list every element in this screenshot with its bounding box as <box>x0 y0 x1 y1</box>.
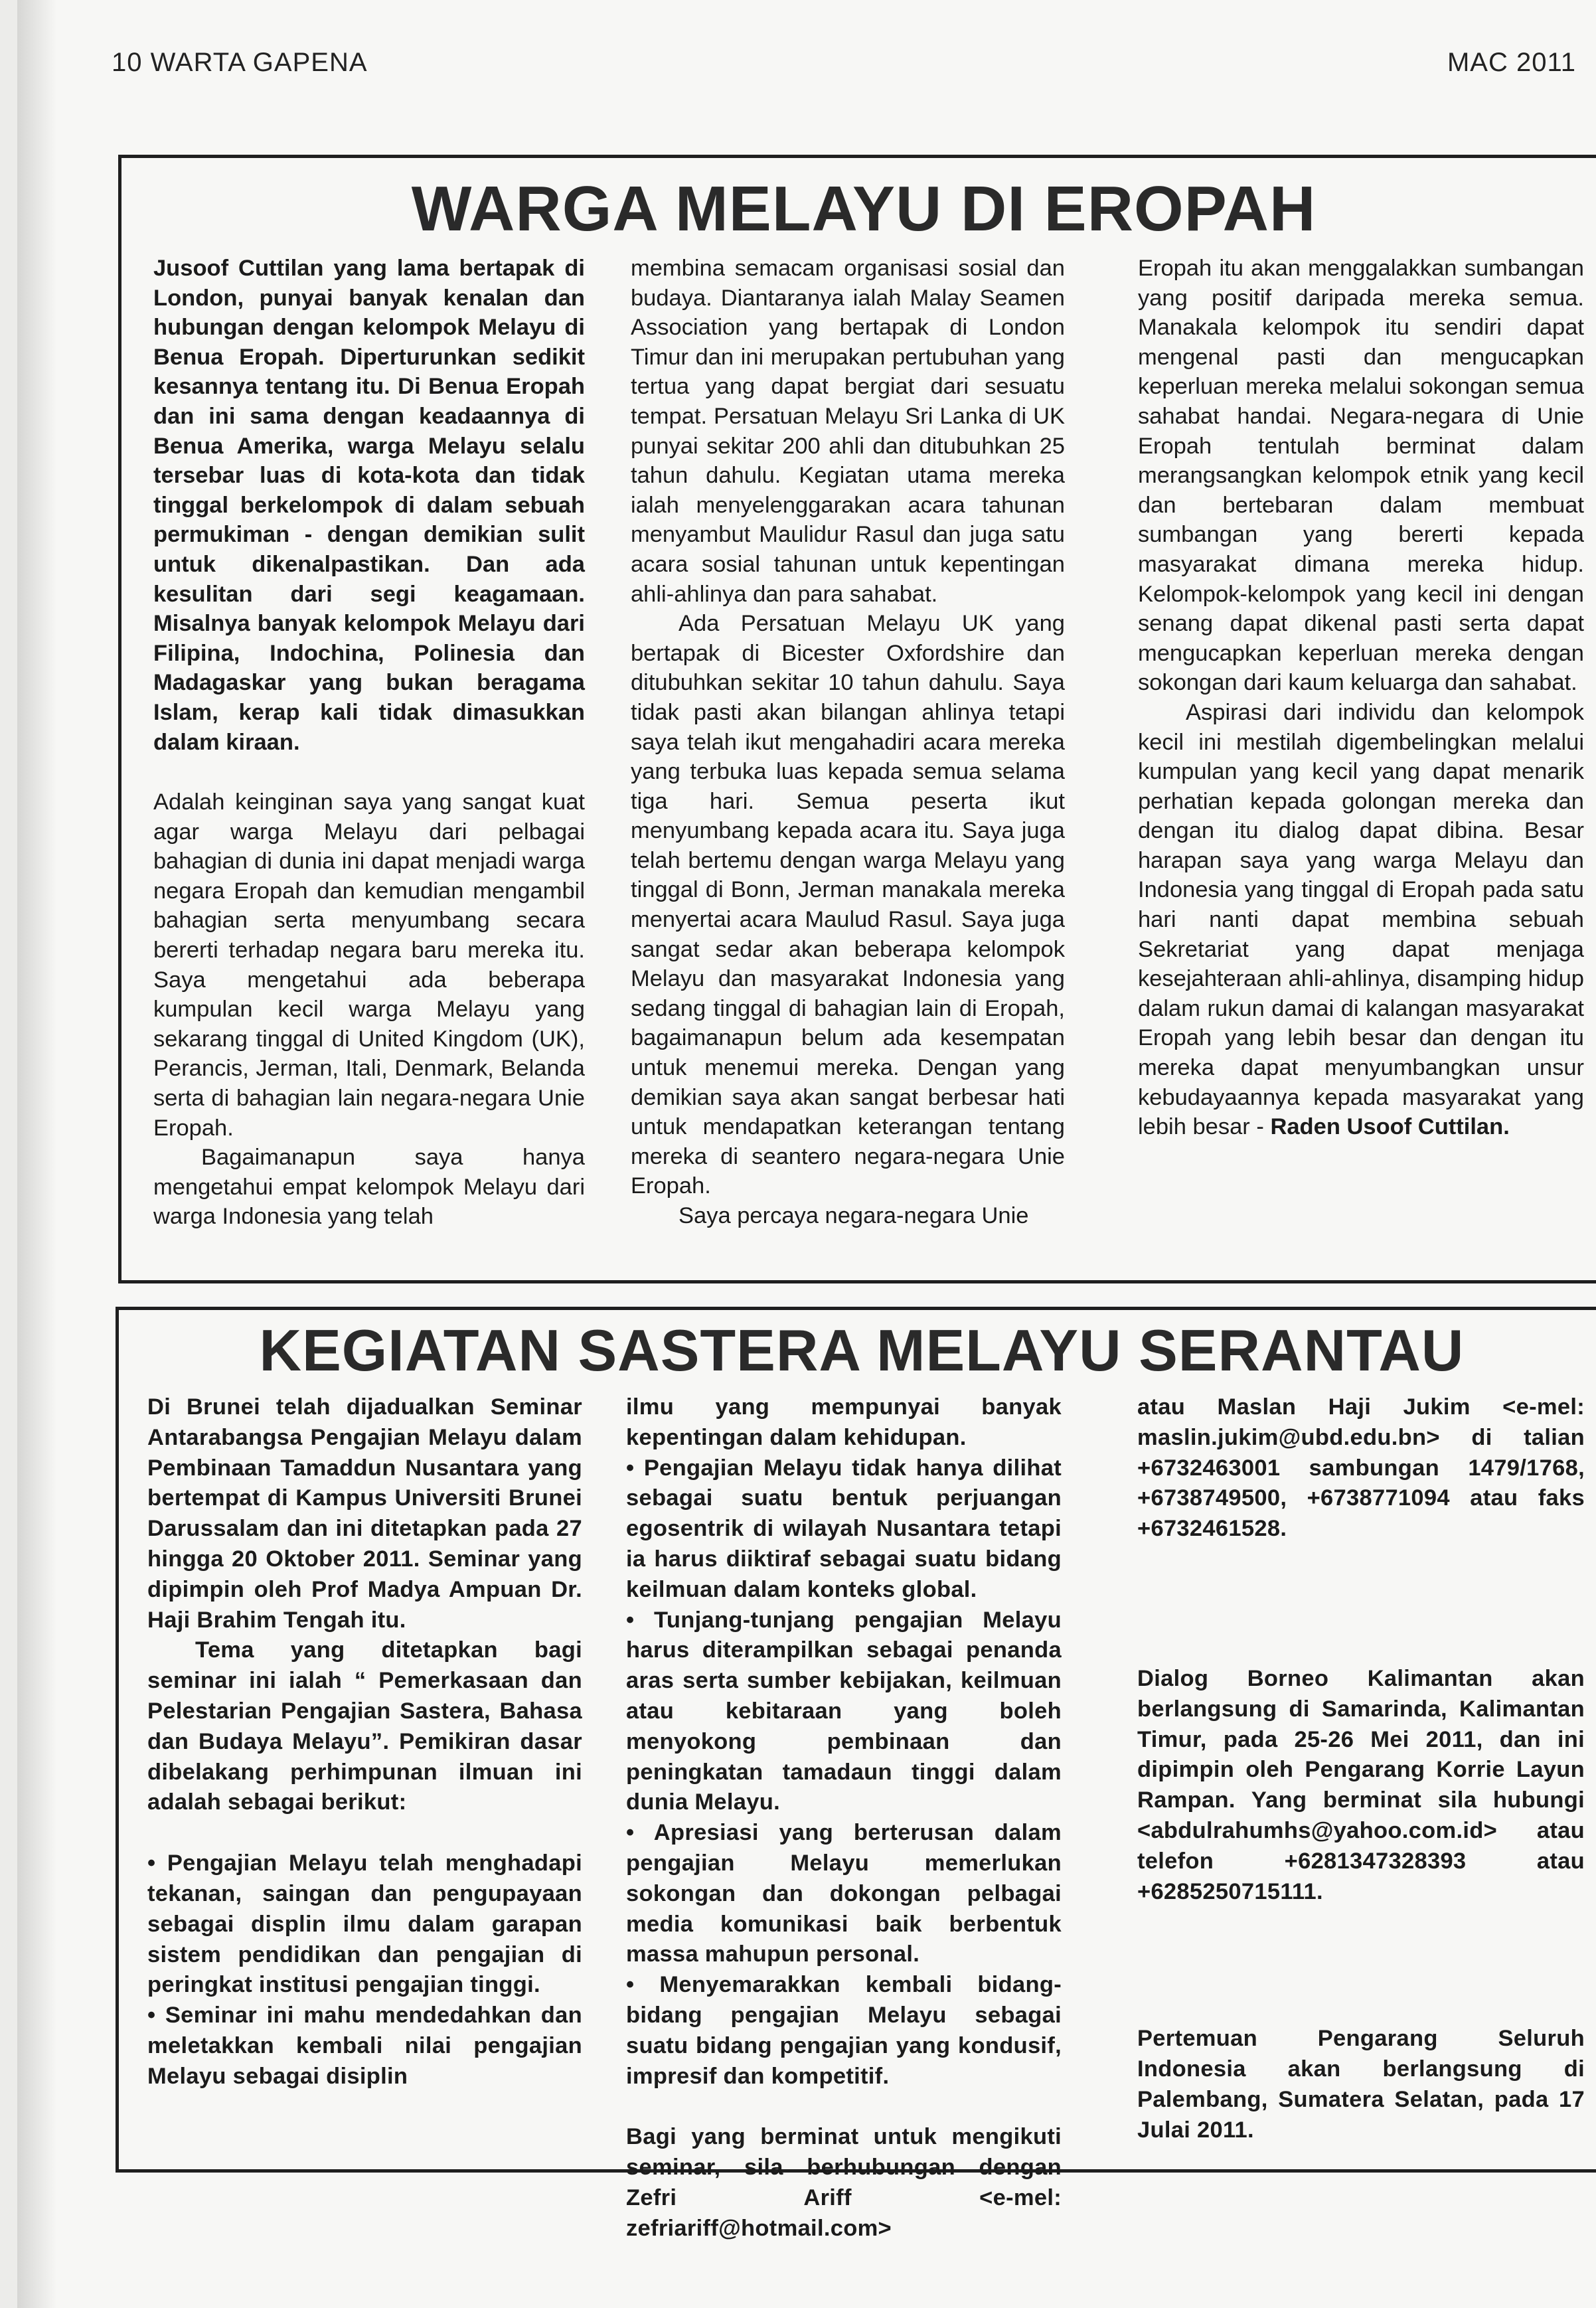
body-paragraph: Saya percaya negara-negara Unie <box>678 1203 1029 1228</box>
article-warga-melayu <box>118 155 1596 1283</box>
contact-paragraph: Bagi yang berminat untuk mengikuti seminar, sila berhubungan dengan Zefri Ariff <e-mel: zefriariff@hotmail.com> <box>626 2124 1062 2241</box>
issue-date: MAC 2011 <box>1447 48 1576 77</box>
article-column-2 <box>626 1392 1062 2244</box>
article-headline: KEGIATAN SASTERA MELAYU SERANTAU <box>259 1317 1465 1383</box>
event-notice: Pertemuan Pengarang Seluruh Indonesia akan berlangsung di Palembang, Sumatera Selatan, pada 17 Julai 2011. <box>1137 2026 1585 2143</box>
lead-paragraph: Jusoof Cuttilan yang lama bertapak di London, punyai banyak kenalan dan hubungan dengan kelompok Melayu di Benua Eropah. Diperturunkan sedikit kesannya tentang itu. Di Benua Eropah dan ini sama dengan keadaannya di Benua Amerika, warga Melayu selalu tersebar luas di kota-kota dan tidak tinggal berkelompok di dalam sebuah permukiman - dengan demikian sulit untuk dikenalpastikan. Dan ada kesulitan dari segi keagamaan. Misalnya banyak kelompok Melayu dari Filipina, Indochina, Polinesia dan Madagaskar yang bukan beragama Islam, kerap kali tidak dimasukkan dalam kiraan. <box>153 256 585 755</box>
body-paragraph: Adalah keinginan saya yang sangat kuat agar warga Melayu dari pelbagai bahagian di dunia ini dapat menjadi warga negara Eropah dan kemudian mengambil bahagian serta menyumbang secara bererti terhadap negara baru mereka itu. Saya mengetahui ada beberapa kumpulan kecil warga Melayu yang sekarang tinggal di United Kingdom (UK), Perancis, Jerman, Itali, Denmark, Belanda serta di bahagian lain negara-negara Unie Eropah. <box>153 789 585 1141</box>
body-paragraph: Bagaimanapun saya hanya mengetahui empat kelompok Melayu dari warga Indonesia yang telah <box>153 1145 585 1230</box>
article-kegiatan-sastera <box>116 1307 1596 2241</box>
event-notice: Dialog Borneo Kalimantan akan berlangsung di Samarinda, Kalimantan Timur, pada 25-26 Mei 2011, dan ini dipimpin oleh Pengarang Korrie Layun Rampan. Yang berminat sila hubungi <abdulrahumhs@yahoo.com.id> atau telefon +6281347328393 atau +6285250715111. <box>1137 1665 1585 1904</box>
contact-paragraph: atau Maslan Haji Jukim <e-mel: maslin.jukim@ubd.edu.bn> di talian +6732463001 sambungan 1479/1768, +6738749500, +6738771094 atau faks +6732461528. <box>1137 1394 1585 1542</box>
body-paragraph: membina semacam organisasi sosial dan budaya. Diantaranya ialah Malay Seamen Association yang bertapak di London Timur dan ini merupakan pertubuhan yang tertua yang dapat bergiat dari sesuatu tempat. Persatuan Melayu Sri Lanka di UK punyai sekitar 200 ahli dan ditubuhkan 25 tahun dahulu. Kegiatan utama mereka ialah menyelenggarakan acara tahunan menyambut Maulidur Rasul dan juga satu acara sosial tahunan untuk kepentingan ahli-ahlinya dan para sahabat. <box>631 256 1065 607</box>
bullet-item: • Pengajian Melayu telah menghadapi tekanan, saingan dan pengupayaan sebagai displin ilmu dalam garapan sistem pendidikan dan pengajian di peringkat institusi pengajian tinggi. <box>147 1851 582 1998</box>
article-column-3 <box>1138 254 1584 1142</box>
bullet-item: • Seminar ini mahu mendedahkan dan meletakkan kembali nilai pengajian Melayu sebagai disiplin <box>147 2003 582 2089</box>
bullet-item: • Menyemarakkan kembali bidang-bidang pengajian Melayu sebagai suatu bidang pengajian yang kondusif, impresif dan kompetitif. <box>626 1972 1062 2089</box>
article-column-2 <box>631 254 1065 1231</box>
publication-name: WARTA GAPENA <box>150 48 368 77</box>
closing-text: Aspirasi dari individu dan kelompok kecil ini mestilah digembelingkan melalui kumpulan yang kecil yang dapat menarik perhatian kepada golongan mereka dan dengan itu dialog dapat dibina. Besar harapan saya yang warga Melayu dan Indonesia yang tinggal di Eropah pada satu hari nanti dapat membina sebuah Sekretariat yang dapat menjaga kesejahteraan ahli-ahlinya, disamping hidup dalam rukun damai di kalangan masyarakat Eropah yang lebih besar dan dengan itu mereka dapat menyumbangkan unsur kebudayaannya kepada masyarakat yang lebih besar - <box>1138 699 1584 1140</box>
page-number: 10 <box>112 48 143 77</box>
page-gutter-shadow <box>17 0 57 2308</box>
newspaper-page <box>17 0 1596 2308</box>
article-column-1 <box>153 254 585 1232</box>
running-head-left <box>112 48 368 78</box>
article-headline: WARGA MELAYU DI EROPAH <box>411 173 1317 244</box>
article-column-1 <box>147 1392 582 2092</box>
body-paragraph: Tema yang ditetapkan bagi seminar ini ialah “ Pemerkasaan dan Pelestarian Pengajian Sastera, Bahasa dan Budaya Melayu”. Pemikiran dasar dibelakang perhimpunan ilmuan ini adalah sebagai berikut: <box>147 1637 582 1815</box>
body-paragraph: Di Brunei telah dijadualkan Seminar Antarabangsa Pengajian Melayu dalam Pembinaan Tamaddun Nusantara yang bertempat di Kampus Universiti Brunei Darussalam dan ini ditetapkan pada 27 hingga 20 Oktober 2011. Seminar yang dipimpin oleh Prof Madya Ampuan Dr. Haji Brahim Tengah itu. <box>147 1394 582 1633</box>
body-paragraph <box>1138 698 1584 1142</box>
body-paragraph: Eropah itu akan menggalakkan sumbangan yang positif daripada mereka semua. Manakala kelompok itu sendiri dapat mengenal pasti dan mengucapkan keperluan mereka melalui sokongan semua sahabat handai. Negara-negara di Unie Eropah tentulah berminat dalam merangsangkan kelompok etnik yang kecil dan bertebaran dalam membuat sumbangan yang bererti kepada masyarakat dimana mereka hidup. Kelompok-kelompok yang kecil ini dengan senang dapat dikenal pasti serta dapat mengucapkan keperluan mereka dengan sokongan dari kaum keluarga dan sahabat. <box>1138 256 1584 696</box>
body-paragraph: Ada Persatuan Melayu UK yang bertapak di Bicester Oxfordshire dan ditubuhkan sekitar 10 tahun dahulu. Saya tidak pasti akan bilangan ahlinya tetapi saya telah ikut mengahadiri acara mereka yang terbuka luas kepada semua selama tiga hari. Semua peserta ikut menyumbang kepada acara itu. Saya juga telah bertemu dengan warga Melayu yang tinggal di Bonn, Jerman manakala mereka menyertai acara Maulud Rasul. Saya juga sangat sedar akan beberapa kelompok Melayu dan masyarakat Indonesia yang sedang tinggal di bahagian lain di Eropah, bagaimanapun belum ada kesempatan untuk menemui mereka. Dengan yang demikian saya akan sangat berbesar hati untuk mendapatkan keterangan tentang mereka di seantero negara-negara Unie Eropah. <box>631 611 1065 1199</box>
bullet-item: • Tunjang-tunjang pengajian Melayu harus diterampilkan sebagai penanda aras serta sumber kebijakan, keilmuan atau kebitaraan yang boleh menyokong pembinaan dan peningkatan tamadaun tinggi dalam dunia Melayu. <box>626 1607 1062 1815</box>
article-column-3 <box>1137 1392 1585 2146</box>
bullet-item: • Apresiasi yang berterusan dalam pengajian Melayu memerlukan sokongan dan dokongan pelbagai media komunikasi baik berbentuk massa mahupun personal. <box>626 1820 1062 1967</box>
bullet-item: • Pengajian Melayu tidak hanya dilihat sebagai suatu bentuk perjuangan egosentrik di wilayah Nusantara tetapi ia harus diiktiraf sebagai suatu bidang keilmuan dalam konteks global. <box>626 1455 1062 1602</box>
body-paragraph: ilmu yang mempunyai banyak kepentingan dalam kehidupan. <box>626 1394 1062 1450</box>
author-byline: Raden Usoof Cuttilan. <box>1270 1114 1510 1140</box>
